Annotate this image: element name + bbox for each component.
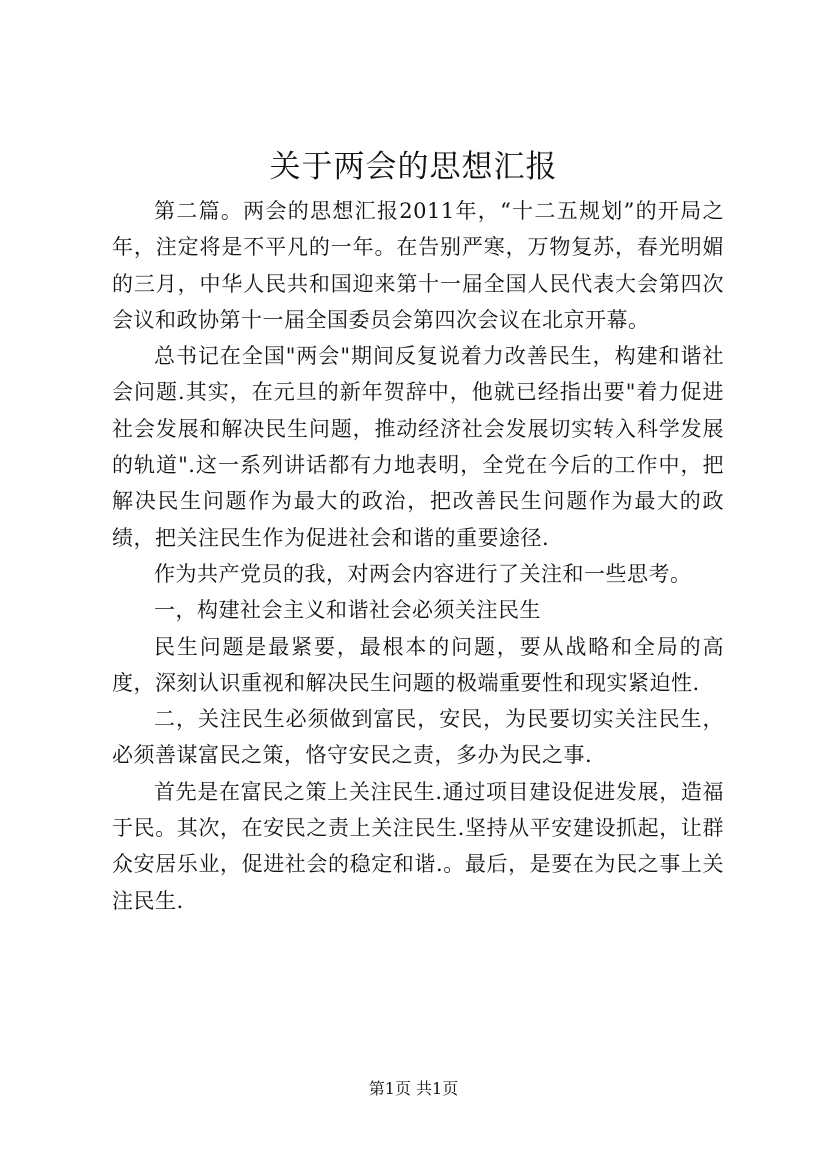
document-body: [112, 193, 724, 919]
document-title: 关于两会的思想汇报: [269, 149, 558, 185]
paragraph-intro: 第二篇。两会的思想汇报2011年，“十二五规划”的开局之年，注定将是不平凡的一年。在告别严寒，万物复苏，春光明媚的三月，中华人民共和国迎来第十一届全国人民代表大会第四次会议和政协第十一届全国委员会第四次会议在北京开幕。: [112, 199, 724, 332]
paragraph-reflection: 作为共产党员的我，对两会内容进行了关注和一些思考。: [154, 561, 692, 586]
paragraph-livelihood: 民生问题是最紧要，最根本的问题，要从战略和全局的高度，深刻认识重视和解决民生问题的极端重要性和现实紧迫性.: [112, 634, 724, 695]
section-heading-1: 一，构建社会主义和谐社会必须关注民生: [154, 598, 541, 623]
section-heading-2: 二，关注民生必须做到富民，安民，为民要切实关注民生，必须善谋富民之策，恪守安民之责，多办为民之事.: [112, 707, 724, 768]
paragraph-conclusion: 首先是在富民之策上关注民生.通过项目建设促进发展，造福于民。其次，在安民之责上关注民生.坚持从平安建设抓起，让群众安居乐业，促进社会的稳定和谐.。最后，是要在为民之事上关注民生.: [112, 779, 724, 913]
page-number-footer: 第1页 共1页: [368, 1079, 459, 1098]
paragraph-speech: 总书记在全国"两会"期间反复说着力改善民生，构建和谐社会问题.其实，在元旦的新年贺辞中，他就已经指出要"着力促进社会发展和解决民生问题，推动经济社会发展切实转入科学发展的轨道".这一系列讲话都有力地表明，全党在今后的工作中，把解决民生问题作为最大的政治，把改善民生问题作为最大的政绩，把关注民生作为促进社会和谐的重要途径.: [112, 344, 724, 550]
